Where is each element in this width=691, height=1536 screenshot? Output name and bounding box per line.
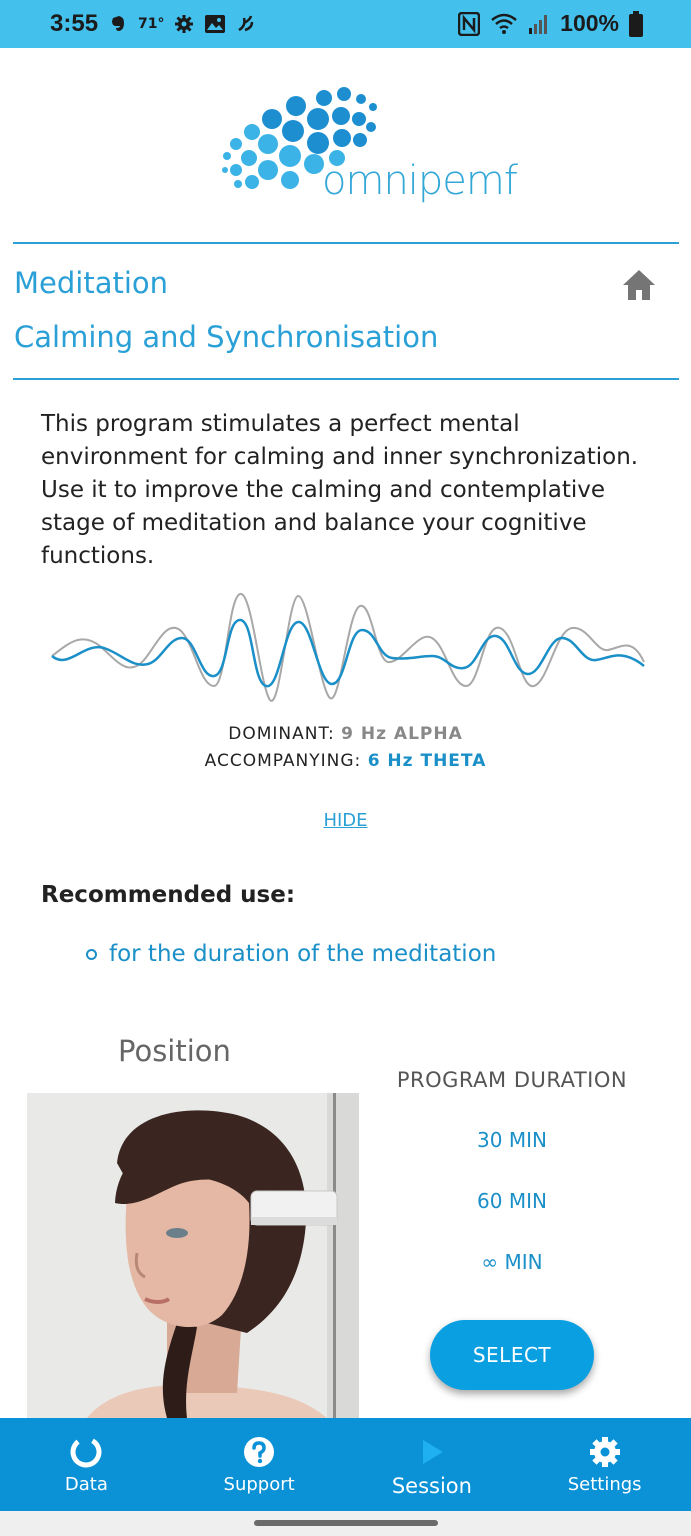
nav-support[interactable]: Support (173, 1418, 346, 1511)
position-photo (27, 1093, 359, 1418)
gear-icon (587, 1434, 623, 1470)
program-duration-title: PROGRAM DURATION (396, 1068, 628, 1092)
gesture-bar[interactable] (254, 1520, 438, 1526)
data-icon (68, 1434, 104, 1470)
bottom-navigation (0, 1418, 691, 1511)
position-title: Position (118, 1034, 231, 1068)
divider (13, 242, 679, 244)
select-button[interactable]: SELECT (430, 1320, 594, 1390)
program-description: This program stimulates a perfect mental environment for calming and inner synchronization. Use it to improve the calming and contemplative stage of meditation and balance your cognitive functions. (41, 411, 639, 569)
nav-settings[interactable]: Settings (518, 1418, 691, 1511)
signal-icon (528, 12, 550, 36)
accompanying-frequency: ACCOMPANYING: 6 Hz THETA (204, 751, 487, 771)
image-icon (204, 14, 226, 34)
help-icon (241, 1434, 277, 1470)
waveform-theta-line (52, 594, 644, 701)
bullet-icon (86, 949, 97, 960)
battery-percent: 100% (560, 10, 619, 36)
status-bar (0, 0, 691, 48)
settings-icon (174, 14, 194, 34)
hide-link[interactable]: HIDE (323, 810, 368, 831)
recommended-title: Recommended use: (41, 882, 296, 908)
temperature: 71° (138, 16, 165, 32)
home-icon[interactable] (621, 268, 657, 302)
gesture-area (0, 1511, 691, 1536)
recommended-item: for the duration of the meditation (86, 941, 496, 967)
dominant-frequency: DOMINANT: 9 Hz ALPHA (228, 724, 463, 744)
waveform-alpha-line (52, 620, 644, 686)
program-title: Calming and Synchronisation (14, 320, 439, 354)
battery-icon (629, 11, 643, 37)
duration-option-infinite[interactable]: ∞ MIN (481, 1250, 543, 1274)
nav-data[interactable]: Data (0, 1418, 173, 1511)
evernote-icon (108, 14, 128, 34)
duration-option-30[interactable]: 30 MIN (477, 1128, 547, 1152)
app-icon (236, 14, 254, 34)
divider (13, 378, 679, 380)
nfc-icon (458, 12, 480, 36)
status-time: 3:55 (50, 10, 99, 37)
waveform-graphic (48, 590, 648, 716)
duration-option-60[interactable]: 60 MIN (477, 1189, 547, 1213)
play-icon (414, 1434, 450, 1470)
nav-session[interactable]: Session (346, 1418, 519, 1511)
wifi-icon (490, 12, 518, 36)
category-title: Meditation (14, 266, 169, 300)
logo-text: omnipemf (322, 158, 517, 204)
